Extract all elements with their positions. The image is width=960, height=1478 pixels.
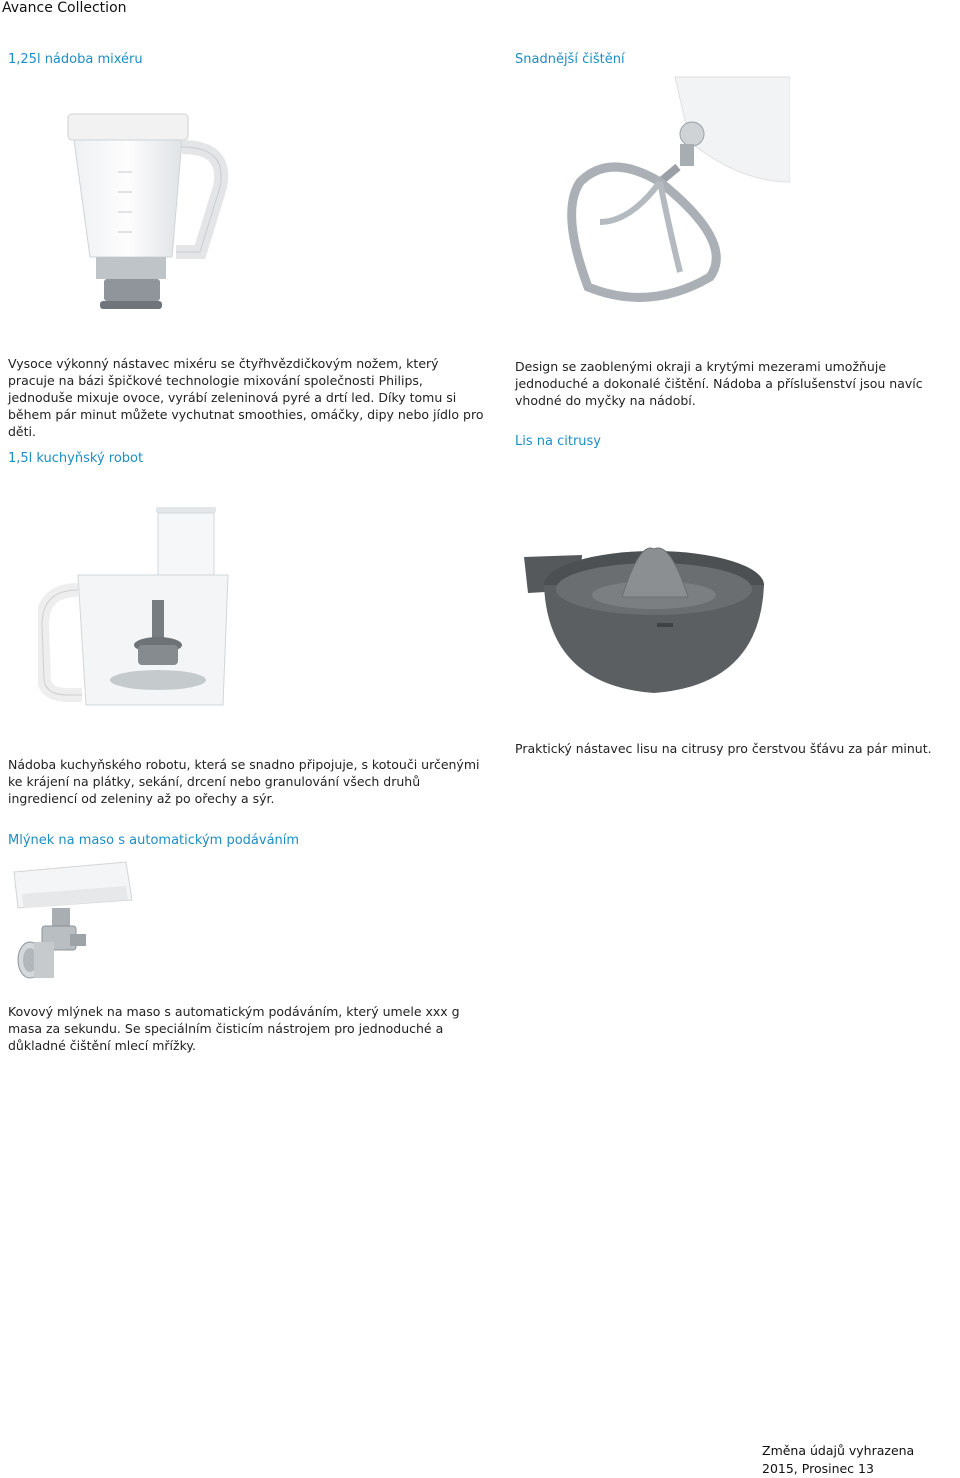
blender-heading: 1,25l nádoba mixéru	[8, 52, 143, 67]
grinder-heading: Mlýnek na maso s automatickým podáváním	[8, 833, 300, 848]
citrus-description: Praktický nástavec lisu na citrusy pro čerstvou šťávu za pár minut.	[515, 741, 932, 756]
citrus-heading: Lis na citrusy	[515, 434, 602, 449]
blender-jar-image	[60, 92, 240, 337]
footer-date: 2015, Prosinec 13	[762, 1461, 874, 1476]
document-title: Avance Collection	[2, 0, 127, 16]
cleaning-description: Design se zaoblenými okraji a krytými mezerami umožňuje jednoduché a dokonalé čištění. Nádoba a příslušenství jsou navíc vhodné do myčky na nádobí.	[515, 359, 923, 408]
grinder-description: Kovový mlýnek na maso s automatickým podáváním, který umele xxx g masa za sekundu. Se speciálním čisticím nástrojem pro jednoduché a důkladné čištění mlecí mřížky.	[8, 1004, 460, 1053]
citrus-press-image	[522, 545, 767, 705]
blender-description: Vysoce výkonný nástavec mixéru se čtyřhvězdičkovým nožem, který pracuje na bázi špičkové technologie mixování společnosti Philips, jednoduše mixuje ovoce, vyrábí zeleninová pyré a drtí led. Díky tomu si během pár minut můžete vychutnat smoothies, omáčky, dipy nebo jídlo pro děti.	[8, 356, 484, 439]
meat-grinder-image	[8, 860, 138, 990]
footer-disclaimer: Změna údajů vyhrazena	[762, 1443, 915, 1458]
beater-attachment-image	[560, 72, 790, 322]
cleaning-heading: Snadnější čištění	[515, 52, 625, 67]
food-processor-description: Nádoba kuchyňského robotu, která se snadno připojuje, s kotouči určenými ke krájení na plátky, sekání, drcení nebo granulování všech druhů ingrediencí od zeleniny až po ořechy a sýr.	[8, 757, 480, 806]
food-processor-heading: 1,5l kuchyňský robot	[8, 451, 144, 466]
food-processor-image	[38, 505, 238, 720]
